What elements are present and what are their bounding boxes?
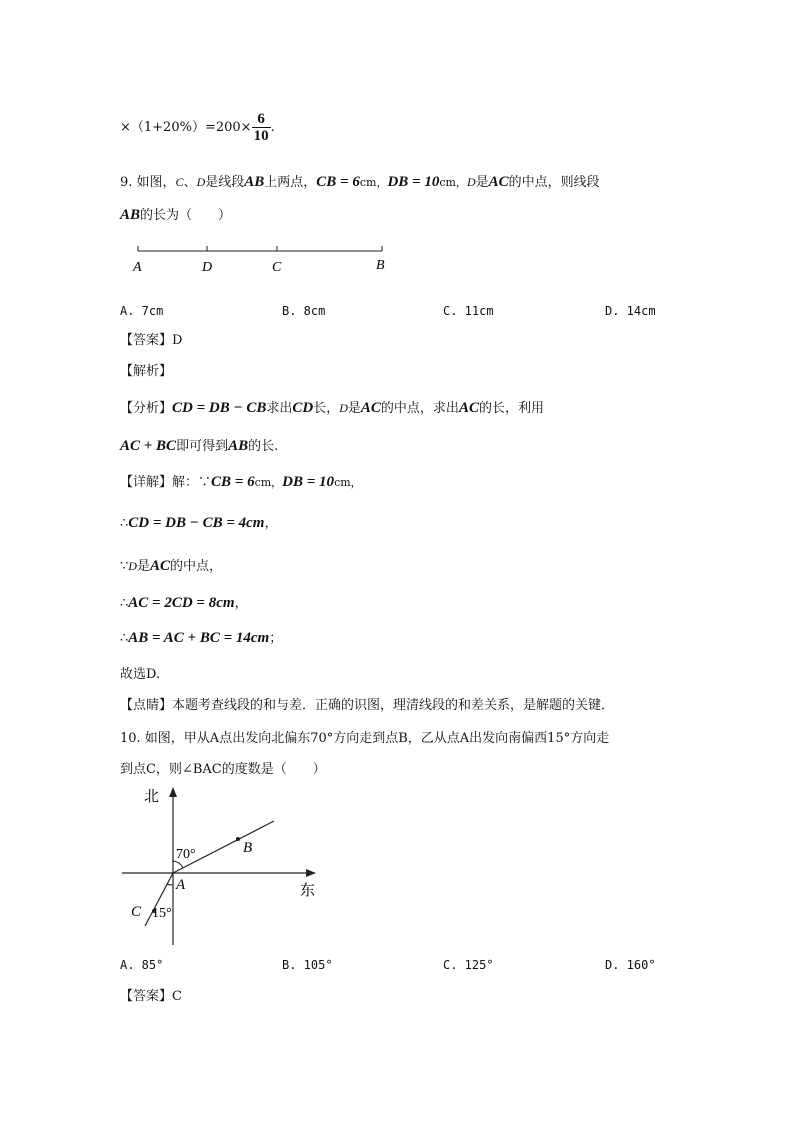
- q9-analysis-text: 是: [347, 401, 361, 416]
- east-arrow-icon: [306, 869, 316, 877]
- label-d: D: [202, 260, 213, 275]
- point-c-label: C: [131, 904, 142, 920]
- q9-detail-text: 【详解】解：∵: [120, 475, 212, 490]
- q9-detail-text: ，: [234, 596, 248, 611]
- fraction-suffix: .: [270, 120, 275, 135]
- q9-unit: cm，: [439, 176, 467, 189]
- q9-stem-text: 9. 如图，: [120, 175, 176, 190]
- q9-math-cb: CB = 6: [316, 174, 360, 190]
- point-a-label: A: [176, 877, 186, 893]
- q9-stem-text: 上两点，: [264, 175, 317, 190]
- q9-math: DB = 10: [282, 474, 335, 490]
- q10-direction-figure: [118, 783, 328, 948]
- q10-option-c: C. 125°: [443, 958, 494, 972]
- q9-math: CD = DB − CB = 4cm: [128, 515, 265, 531]
- fraction-numerator: 6: [257, 111, 265, 127]
- therefore-symbol: ∴: [120, 516, 129, 531]
- q10-option-d: D. 160°: [605, 958, 656, 972]
- q9-math: CB = 6: [211, 474, 255, 490]
- north-arrow-icon: [169, 787, 177, 797]
- q10-stem-line-1: 10. 如图，甲从A点出发向北偏东70°方向走到点B，乙从点A出发向南偏西15°方向走: [120, 731, 610, 746]
- q9-stem-line-1: [120, 172, 600, 193]
- q9-analysis-text: 的长.: [248, 439, 279, 454]
- q9-detail-text: ，: [264, 516, 278, 531]
- q9-analysis-text: 即可得到: [176, 439, 229, 454]
- q9-detail-line-4: [120, 593, 248, 614]
- q9-analysis-text: 的中点，求出: [380, 401, 459, 416]
- q9-point-d: D: [466, 175, 476, 189]
- q9-math: CD = DB − CB: [172, 400, 267, 416]
- fraction-line: [120, 108, 275, 148]
- q9-math: CD: [292, 400, 314, 416]
- q9-detail-line-3: [120, 556, 222, 577]
- q9-option-b: B. 8cm: [282, 304, 326, 318]
- q9-math-db: DB = 10: [387, 174, 440, 190]
- q9-comment: 【点睛】本题考查线段的和与差．正确的识图，理清线段的和差关系，是解题的关键．: [120, 698, 615, 713]
- q9-analysis-text: 长，: [313, 401, 340, 416]
- q9-stem-line-2: [120, 205, 231, 226]
- q9-option-a: A. 7cm: [120, 304, 164, 318]
- q9-option-d: D. 14cm: [605, 304, 656, 318]
- q9-math: AC + BC: [120, 438, 177, 454]
- q9-analysis-text: 的长，利用: [478, 401, 544, 416]
- q9-point-d: D: [196, 175, 206, 189]
- q9-math: AC: [149, 558, 170, 574]
- q9-detail-line-1: [120, 472, 362, 493]
- q10-stem-line-2: 到点C，则∠BAC的度数是（ ）: [120, 762, 326, 777]
- q9-detail-text: 的中点，: [169, 559, 222, 574]
- q9-analysis-line-2: [120, 436, 278, 457]
- q9-math-ab: AB: [120, 207, 141, 223]
- q9-math: AB: [228, 438, 249, 454]
- angle-arc-70: [173, 861, 183, 868]
- q9-analysis-heading: 【解析】: [120, 364, 173, 379]
- angle-arc-15: [167, 884, 173, 885]
- q9-stem-text: 是线段: [205, 175, 245, 190]
- therefore-symbol: ∴: [120, 596, 129, 611]
- q9-math-ab: AB: [244, 174, 265, 190]
- fraction: [252, 111, 271, 144]
- q9-unit: cm，: [334, 476, 362, 489]
- q9-point-c: C: [175, 175, 184, 189]
- q9-detail-text: ；: [269, 631, 283, 646]
- north-label: 北: [144, 789, 160, 805]
- angle-70-label: 70°: [176, 847, 196, 862]
- label-b: B: [376, 258, 385, 273]
- q10-option-b: B. 105°: [282, 958, 333, 972]
- q9-option-c: C. 11cm: [443, 304, 494, 318]
- q9-stem-text: 的中点，则线段: [508, 175, 600, 190]
- q9-point-d: D: [339, 401, 348, 415]
- q9-detail-line-2: [120, 513, 278, 534]
- q9-unit: cm，: [359, 176, 388, 189]
- q9-stem-text: 是: [475, 175, 489, 190]
- fraction-prefix: ×（1+20%）=200×: [120, 120, 252, 135]
- q9-analysis-line-1: [120, 398, 544, 419]
- label-a: A: [133, 260, 142, 275]
- q9-segment-figure: [125, 242, 395, 278]
- q9-analysis-text: 【分析】: [120, 401, 173, 416]
- q9-point-d: D: [128, 559, 137, 573]
- angle-15-label: 15°: [152, 906, 172, 921]
- q9-math: AC = 2CD = 8cm: [128, 595, 235, 611]
- because-symbol: ∵: [120, 559, 129, 574]
- point-b-dot: [236, 837, 240, 841]
- q9-math: AC: [458, 400, 479, 416]
- q9-choose: 故选D.: [120, 667, 161, 682]
- q9-detail-text: 是: [136, 559, 150, 574]
- q9-math: AB = AC + BC = 14cm: [128, 630, 270, 646]
- east-label: 东: [300, 883, 316, 899]
- q9-answer: 【答案】D: [120, 333, 183, 348]
- q9-math: AC: [360, 400, 381, 416]
- q9-analysis-text: 求出: [266, 401, 293, 416]
- point-b-label: B: [243, 840, 253, 856]
- q9-stem-text: 的长为（ ）: [140, 208, 232, 223]
- q9-math-ac: AC: [488, 174, 509, 190]
- q9-unit: cm，: [254, 476, 283, 489]
- therefore-symbol: ∴: [120, 631, 129, 646]
- q9-detail-line-5: [120, 628, 282, 649]
- q9-stem-text: 、: [183, 175, 197, 190]
- fraction-denominator: 10: [253, 128, 269, 144]
- q10-answer: 【答案】C: [120, 989, 182, 1004]
- q10-option-a: A. 85°: [120, 958, 164, 972]
- label-c: C: [272, 260, 282, 275]
